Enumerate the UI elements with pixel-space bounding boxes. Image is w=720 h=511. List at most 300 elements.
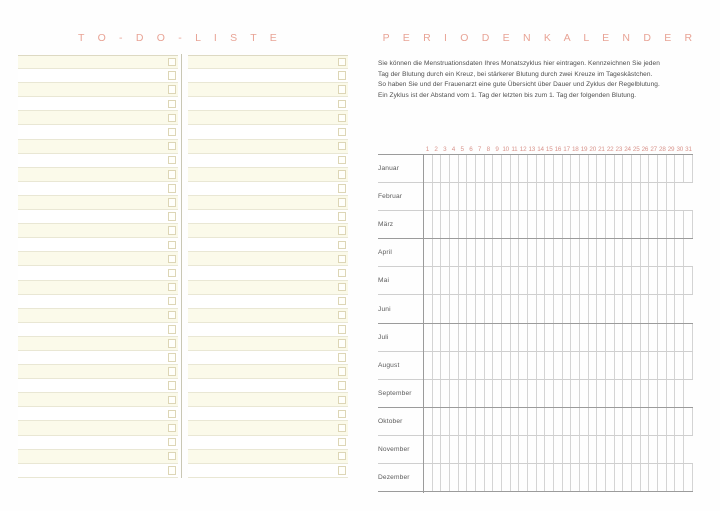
todo-text[interactable] [18, 238, 168, 251]
day-cell[interactable] [674, 436, 684, 463]
day-cell[interactable] [484, 436, 493, 463]
todo-text[interactable] [188, 111, 338, 124]
day-cell[interactable] [596, 239, 605, 266]
day-cell[interactable] [458, 352, 467, 379]
day-cell[interactable] [674, 295, 684, 322]
day-cell[interactable] [501, 464, 510, 491]
day-cell[interactable] [492, 380, 501, 407]
day-cell[interactable] [449, 155, 458, 182]
day-cell[interactable] [475, 239, 484, 266]
checkbox-icon[interactable] [338, 311, 347, 320]
day-cell[interactable] [527, 267, 536, 294]
day-cell[interactable] [510, 239, 519, 266]
todo-row[interactable] [188, 379, 348, 393]
checkbox-icon[interactable] [168, 424, 177, 433]
day-cell[interactable] [492, 155, 501, 182]
todo-row[interactable] [188, 125, 348, 139]
todo-text[interactable] [188, 196, 338, 209]
day-cell[interactable] [648, 352, 657, 379]
day-cell[interactable] [466, 211, 475, 238]
day-cell[interactable] [579, 239, 588, 266]
todo-row[interactable] [18, 125, 178, 139]
checkbox-icon[interactable] [168, 367, 177, 376]
day-cell[interactable] [475, 295, 484, 322]
todo-row[interactable] [188, 238, 348, 252]
day-cell[interactable] [562, 436, 571, 463]
day-cell[interactable] [536, 183, 545, 210]
day-cell[interactable] [536, 324, 545, 351]
day-cell[interactable] [544, 324, 553, 351]
day-cell[interactable] [666, 352, 675, 379]
todo-text[interactable] [188, 281, 338, 294]
day-cell[interactable] [588, 267, 597, 294]
todo-text[interactable] [188, 295, 338, 308]
day-cell[interactable] [666, 239, 675, 266]
day-cell[interactable] [449, 183, 458, 210]
day-cell[interactable] [492, 239, 501, 266]
day-cell[interactable] [501, 352, 510, 379]
todo-row[interactable] [188, 111, 348, 125]
todo-row[interactable] [188, 309, 348, 323]
day-cell[interactable] [536, 295, 545, 322]
day-cell[interactable] [614, 352, 623, 379]
day-cell[interactable] [588, 211, 597, 238]
todo-text[interactable] [18, 421, 168, 434]
day-cell[interactable] [510, 324, 519, 351]
day-cell[interactable] [631, 267, 640, 294]
day-cell[interactable] [622, 155, 631, 182]
day-cell[interactable] [588, 324, 597, 351]
checkbox-icon[interactable] [168, 311, 177, 320]
todo-row[interactable] [18, 182, 178, 196]
day-cell[interactable] [640, 267, 649, 294]
day-cell[interactable] [596, 155, 605, 182]
day-cell[interactable] [640, 408, 649, 435]
day-cell[interactable] [501, 239, 510, 266]
day-cell[interactable] [449, 239, 458, 266]
todo-row[interactable] [18, 393, 178, 407]
todo-row[interactable] [188, 450, 348, 464]
day-cell[interactable] [588, 380, 597, 407]
day-cell[interactable] [527, 408, 536, 435]
day-cell[interactable] [657, 295, 666, 322]
todo-text[interactable] [188, 69, 338, 82]
day-cell[interactable] [674, 267, 683, 294]
day-cell[interactable] [562, 155, 571, 182]
day-cell[interactable] [631, 380, 640, 407]
day-cell[interactable] [510, 352, 519, 379]
day-cell[interactable] [570, 436, 579, 463]
day-cell[interactable] [553, 211, 562, 238]
checkbox-icon[interactable] [168, 170, 177, 179]
day-cell[interactable] [475, 352, 484, 379]
todo-row[interactable] [18, 224, 178, 238]
day-cell[interactable] [683, 211, 693, 238]
todo-row[interactable] [188, 140, 348, 154]
todo-text[interactable] [188, 421, 338, 434]
day-cell[interactable] [536, 436, 545, 463]
day-cell[interactable] [466, 183, 475, 210]
todo-row[interactable] [18, 309, 178, 323]
day-cell[interactable] [666, 436, 675, 463]
day-cell[interactable] [683, 267, 693, 294]
day-cell[interactable] [501, 324, 510, 351]
todo-text[interactable] [188, 125, 338, 138]
day-cell[interactable] [562, 464, 571, 491]
day-cell[interactable] [458, 324, 467, 351]
day-cell[interactable] [458, 295, 467, 322]
day-cell[interactable] [527, 211, 536, 238]
day-cell[interactable] [510, 295, 519, 322]
checkbox-icon[interactable] [168, 226, 177, 235]
day-cell[interactable] [440, 239, 449, 266]
todo-row[interactable] [18, 252, 178, 266]
day-cell[interactable] [553, 324, 562, 351]
todo-text[interactable] [18, 351, 168, 364]
todo-text[interactable] [18, 379, 168, 392]
todo-row[interactable] [18, 323, 178, 337]
day-cell[interactable] [622, 436, 631, 463]
checkbox-icon[interactable] [338, 184, 347, 193]
todo-text[interactable] [18, 140, 168, 153]
day-cell[interactable] [492, 408, 501, 435]
day-cell[interactable] [544, 155, 553, 182]
day-cell[interactable] [631, 211, 640, 238]
day-cell[interactable] [501, 436, 510, 463]
day-cell[interactable] [605, 464, 614, 491]
day-cell[interactable] [458, 436, 467, 463]
day-cell[interactable] [527, 239, 536, 266]
day-cell[interactable] [510, 267, 519, 294]
day-cell[interactable] [501, 408, 510, 435]
day-cell[interactable] [648, 408, 657, 435]
day-cell[interactable] [458, 155, 467, 182]
day-cell[interactable] [518, 436, 527, 463]
day-cell[interactable] [449, 464, 458, 491]
day-cell[interactable] [501, 183, 510, 210]
day-cell[interactable] [579, 380, 588, 407]
day-cell[interactable] [674, 155, 683, 182]
checkbox-icon[interactable] [338, 353, 347, 362]
day-cell[interactable] [432, 267, 441, 294]
todo-text[interactable] [18, 210, 168, 223]
day-cell[interactable] [510, 155, 519, 182]
day-cell[interactable] [518, 155, 527, 182]
todo-text[interactable] [188, 238, 338, 251]
day-cell[interactable] [466, 436, 475, 463]
day-cell[interactable] [666, 155, 675, 182]
day-cell[interactable] [614, 211, 623, 238]
checkbox-icon[interactable] [168, 198, 177, 207]
day-cell[interactable] [544, 267, 553, 294]
day-cell[interactable] [631, 464, 640, 491]
day-cell[interactable] [553, 155, 562, 182]
checkbox-icon[interactable] [168, 241, 177, 250]
day-cell[interactable] [492, 295, 501, 322]
day-cell[interactable] [475, 267, 484, 294]
day-cell[interactable] [440, 211, 449, 238]
todo-text[interactable] [188, 182, 338, 195]
todo-row[interactable] [18, 69, 178, 83]
day-cell[interactable] [484, 239, 493, 266]
todo-text[interactable] [188, 379, 338, 392]
day-cell[interactable] [683, 324, 693, 351]
day-cell[interactable] [536, 352, 545, 379]
day-cell[interactable] [674, 324, 683, 351]
day-cell[interactable] [553, 267, 562, 294]
day-cell[interactable] [432, 408, 441, 435]
day-cell[interactable] [640, 155, 649, 182]
todo-row[interactable] [188, 407, 348, 421]
day-cell[interactable] [501, 267, 510, 294]
day-cell[interactable] [674, 352, 683, 379]
day-cell[interactable] [449, 408, 458, 435]
day-cell[interactable] [631, 239, 640, 266]
day-cell[interactable] [579, 211, 588, 238]
day-cell[interactable] [501, 211, 510, 238]
checkbox-icon[interactable] [338, 58, 347, 67]
todo-row[interactable] [188, 252, 348, 266]
todo-row[interactable] [18, 140, 178, 154]
checkbox-icon[interactable] [168, 114, 177, 123]
day-cell[interactable] [562, 408, 571, 435]
day-cell[interactable] [518, 380, 527, 407]
day-cell[interactable] [562, 352, 571, 379]
day-cell[interactable] [640, 324, 649, 351]
day-cell[interactable] [423, 464, 432, 491]
day-cell[interactable] [536, 464, 545, 491]
day-cell[interactable] [484, 464, 493, 491]
day-cell[interactable] [510, 380, 519, 407]
day-cell[interactable] [553, 295, 562, 322]
day-cell[interactable] [562, 211, 571, 238]
day-cell[interactable] [605, 239, 614, 266]
todo-row[interactable] [188, 281, 348, 295]
day-cell[interactable] [683, 408, 693, 435]
todo-text[interactable] [18, 69, 168, 82]
day-cell[interactable] [562, 295, 571, 322]
day-cell[interactable] [657, 408, 666, 435]
day-cell[interactable] [614, 239, 623, 266]
todo-row[interactable] [18, 464, 178, 478]
day-cell[interactable] [432, 380, 441, 407]
day-cell[interactable] [579, 295, 588, 322]
todo-row[interactable] [188, 224, 348, 238]
day-cell[interactable] [423, 324, 432, 351]
checkbox-icon[interactable] [338, 212, 347, 221]
checkbox-icon[interactable] [338, 269, 347, 278]
todo-row[interactable] [188, 55, 348, 69]
todo-text[interactable] [18, 97, 168, 110]
todo-text[interactable] [18, 252, 168, 265]
checkbox-icon[interactable] [338, 241, 347, 250]
day-cell[interactable] [527, 380, 536, 407]
day-cell[interactable] [579, 464, 588, 491]
day-cell[interactable] [562, 239, 571, 266]
day-cell[interactable] [570, 324, 579, 351]
checkbox-icon[interactable] [168, 128, 177, 137]
day-cell[interactable] [492, 436, 501, 463]
day-cell[interactable] [674, 211, 683, 238]
day-cell[interactable] [579, 436, 588, 463]
day-cell[interactable] [449, 380, 458, 407]
day-cell[interactable] [657, 436, 666, 463]
todo-row[interactable] [18, 407, 178, 421]
day-cell[interactable] [683, 352, 693, 379]
todo-row[interactable] [18, 55, 178, 69]
day-cell[interactable] [518, 352, 527, 379]
day-cell[interactable] [432, 464, 441, 491]
todo-row[interactable] [188, 464, 348, 478]
day-cell[interactable] [527, 436, 536, 463]
checkbox-icon[interactable] [168, 85, 177, 94]
day-cell[interactable] [674, 408, 683, 435]
day-cell[interactable] [657, 464, 666, 491]
day-cell[interactable] [648, 380, 657, 407]
day-cell[interactable] [588, 295, 597, 322]
day-cell[interactable] [622, 380, 631, 407]
day-cell[interactable] [657, 352, 666, 379]
day-cell[interactable] [588, 155, 597, 182]
day-cell[interactable] [640, 183, 649, 210]
checkbox-icon[interactable] [338, 156, 347, 165]
day-cell[interactable] [579, 155, 588, 182]
day-cell[interactable] [484, 155, 493, 182]
day-cell[interactable] [449, 295, 458, 322]
todo-text[interactable] [18, 266, 168, 279]
todo-text[interactable] [188, 154, 338, 167]
day-cell[interactable] [674, 464, 683, 491]
day-cell[interactable] [466, 464, 475, 491]
day-cell[interactable] [596, 464, 605, 491]
todo-text[interactable] [18, 83, 168, 96]
day-cell[interactable] [458, 239, 467, 266]
day-cell[interactable] [484, 267, 493, 294]
day-cell[interactable] [648, 239, 657, 266]
checkbox-icon[interactable] [168, 283, 177, 292]
day-cell[interactable] [484, 324, 493, 351]
todo-row[interactable] [188, 266, 348, 280]
checkbox-icon[interactable] [338, 283, 347, 292]
day-cell[interactable] [640, 211, 649, 238]
todo-text[interactable] [188, 140, 338, 153]
day-cell[interactable] [614, 436, 623, 463]
day-cell[interactable] [596, 211, 605, 238]
day-cell[interactable] [449, 267, 458, 294]
todo-row[interactable] [188, 168, 348, 182]
day-cell[interactable] [518, 324, 527, 351]
todo-text[interactable] [18, 224, 168, 237]
todo-row[interactable] [18, 154, 178, 168]
day-cell[interactable] [596, 267, 605, 294]
day-cell[interactable] [657, 183, 666, 210]
todo-row[interactable] [188, 393, 348, 407]
checkbox-icon[interactable] [338, 128, 347, 137]
day-cell[interactable] [666, 267, 675, 294]
todo-text[interactable] [188, 337, 338, 350]
todo-row[interactable] [18, 281, 178, 295]
day-cell[interactable] [666, 211, 675, 238]
day-cell[interactable] [510, 464, 519, 491]
day-cell[interactable] [657, 155, 666, 182]
checkbox-icon[interactable] [338, 142, 347, 151]
day-cell[interactable] [570, 211, 579, 238]
checkbox-icon[interactable] [338, 438, 347, 447]
day-cell[interactable] [588, 352, 597, 379]
todo-row[interactable] [188, 154, 348, 168]
checkbox-icon[interactable] [168, 381, 177, 390]
day-cell[interactable] [501, 380, 510, 407]
checkbox-icon[interactable] [168, 396, 177, 405]
day-cell[interactable] [579, 183, 588, 210]
day-cell[interactable] [648, 267, 657, 294]
day-cell[interactable] [475, 211, 484, 238]
todo-text[interactable] [188, 450, 338, 463]
day-cell[interactable] [527, 295, 536, 322]
day-cell[interactable] [449, 352, 458, 379]
day-cell[interactable] [657, 267, 666, 294]
day-cell[interactable] [449, 211, 458, 238]
day-cell[interactable] [640, 239, 649, 266]
day-cell[interactable] [440, 436, 449, 463]
day-cell[interactable] [622, 211, 631, 238]
checkbox-icon[interactable] [338, 452, 347, 461]
day-cell[interactable] [492, 324, 501, 351]
day-cell[interactable] [492, 183, 501, 210]
day-cell[interactable] [640, 295, 649, 322]
day-cell[interactable] [579, 324, 588, 351]
todo-text[interactable] [18, 337, 168, 350]
day-cell[interactable] [648, 295, 657, 322]
day-cell[interactable] [605, 436, 614, 463]
day-cell[interactable] [666, 324, 675, 351]
day-cell[interactable] [423, 295, 432, 322]
todo-text[interactable] [18, 111, 168, 124]
day-cell[interactable] [536, 408, 545, 435]
day-cell[interactable] [432, 352, 441, 379]
checkbox-icon[interactable] [338, 325, 347, 334]
todo-text[interactable] [18, 365, 168, 378]
day-cell[interactable] [423, 352, 432, 379]
day-cell[interactable] [527, 464, 536, 491]
todo-text[interactable] [18, 281, 168, 294]
day-cell[interactable] [544, 295, 553, 322]
day-cell[interactable] [553, 352, 562, 379]
day-cell[interactable] [666, 464, 675, 491]
day-cell[interactable] [605, 183, 614, 210]
day-cell[interactable] [562, 324, 571, 351]
checkbox-icon[interactable] [338, 226, 347, 235]
day-cell[interactable] [510, 408, 519, 435]
day-cell[interactable] [631, 408, 640, 435]
day-cell[interactable] [614, 183, 623, 210]
day-cell[interactable] [527, 324, 536, 351]
day-cell[interactable] [432, 183, 441, 210]
checkbox-icon[interactable] [168, 297, 177, 306]
day-cell[interactable] [614, 380, 623, 407]
day-cell[interactable] [458, 183, 467, 210]
day-cell[interactable] [458, 267, 467, 294]
day-cell[interactable] [553, 436, 562, 463]
day-cell[interactable] [622, 183, 631, 210]
day-cell[interactable] [440, 380, 449, 407]
day-cell[interactable] [544, 436, 553, 463]
day-cell[interactable] [579, 352, 588, 379]
day-cell[interactable] [570, 464, 579, 491]
todo-text[interactable] [188, 464, 338, 477]
todo-row[interactable] [188, 182, 348, 196]
day-cell[interactable] [605, 211, 614, 238]
